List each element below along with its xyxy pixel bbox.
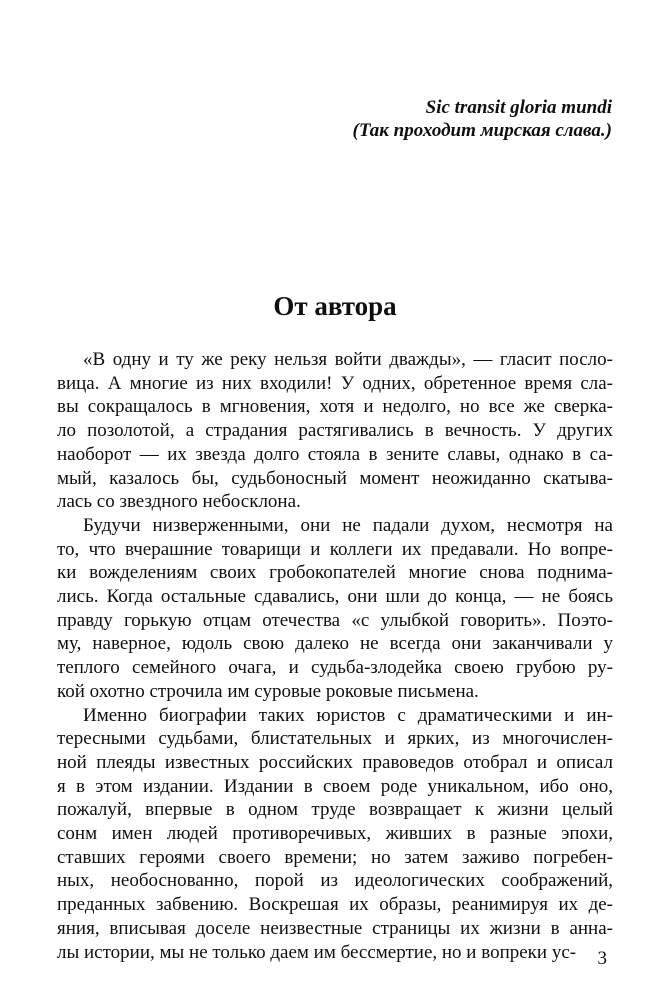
text-line: кой охотно строчила им суровые роковые письмена.: [57, 680, 479, 702]
text-line: яния, вписывая доселе неизвестные страницы их жизни в анна-: [57, 917, 613, 939]
text-line: теплого семейного очага, и судьба-злодейка своею грубою ру-: [57, 657, 613, 679]
text-line: пожалуй, впервые в одном труде возвращает к жизни целый: [57, 799, 613, 821]
text-line: му, наверное, юдоль свою далеко не всегда они заканчивали у: [57, 633, 613, 655]
epigraph-translation-line: (Так проходит мирская слава.): [352, 119, 612, 141]
page-number: 3: [597, 948, 607, 969]
chapter-title: От автора: [273, 291, 397, 321]
text-line: вы сокращалось в мгновения, хотя и недолго, но все же сверка-: [57, 396, 613, 418]
text-line: лы истории, мы не только даем им бессмертие, но и вопреки ус-: [57, 941, 577, 963]
epigraph: [353, 97, 612, 142]
text-line: правду горькую отцам отечества «с улыбкой говорить». Поэто-: [57, 609, 613, 631]
text-line: ки вожделениям своих гробокопателей многие снова поднима-: [57, 562, 613, 584]
text-line: преданных забвению. Воскрешая их образы, реанимируя их де-: [57, 894, 613, 916]
text-line: лись. Когда остальные сдавались, они шли до конца, — не боясь: [57, 586, 613, 608]
text-line: «В одну и ту же реку нельзя войти дважды», — гласит посло-: [83, 349, 613, 370]
epigraph-latin-line: Sic transit gloria mundi: [425, 97, 612, 118]
text-line: мый, казалось бы, судьбоносный момент неожиданно скатыва-: [57, 467, 613, 489]
text-line: вица. А многие из них входили! У одних, обретенное время сла-: [57, 372, 613, 394]
text-line: Будучи низверженными, они не падали духом, несмотря на: [83, 514, 613, 536]
text-line: ло позолотой, а страдания растягивались в вечность. У других: [57, 420, 613, 442]
text-line: ной плеяды известных российских правоведов отобрал и описал: [57, 751, 613, 773]
text-line: ных, необоснованно, порой из идеологических соображений,: [57, 870, 613, 892]
text-line: Именно биографии таких юристов с драматическими и ин-: [83, 704, 613, 726]
text-line: тересными судьбами, блистательных и ярких, из многочислен-: [57, 728, 613, 750]
text-line: то, что вчерашние товарищи и коллеги их предавали. Но вопре-: [57, 538, 613, 560]
text-line: наоборот — их звезда долго стояла в зените славы, однако в са-: [57, 443, 613, 465]
text-line: ставших героями своего времени; но затем заживо погребен-: [57, 846, 613, 868]
body-text: [57, 348, 613, 964]
text-line: лась со звездного небосклона.: [57, 491, 301, 513]
text-line: сонм имен людей противоречивых, живших в разные эпохи,: [57, 823, 613, 845]
text-line: я в этом издании. Издании в своем роде уникальном, ибо оно,: [57, 775, 613, 797]
